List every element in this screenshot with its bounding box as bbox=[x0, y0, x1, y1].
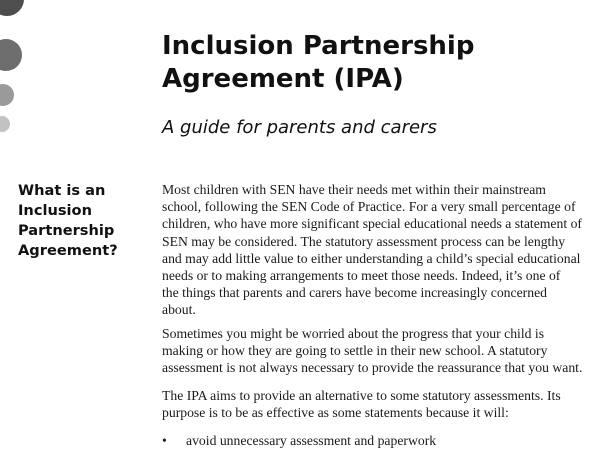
paragraph-line: and may add little value to either understanding a child’s special educational bbox=[162, 250, 581, 266]
section-heading-line: What is an bbox=[18, 182, 106, 199]
page-subtitle: A guide for parents and carers bbox=[162, 117, 437, 138]
paragraph-line: Most children with SEN have their needs met within their mainstream bbox=[162, 182, 546, 197]
decorative-dot-smallest bbox=[0, 116, 10, 132]
paragraph-line: SEN may be considered. The statutory assessment process can be lengthy bbox=[162, 233, 566, 249]
page-title-line: Inclusion Partnership bbox=[162, 31, 475, 61]
paragraph-line: the things that parents and carers have become increasingly concerned bbox=[162, 285, 547, 301]
paragraph-line: purpose is to be as effective as some statements because it will: bbox=[162, 405, 509, 421]
paragraph bbox=[162, 387, 561, 421]
section-heading bbox=[18, 181, 148, 261]
page-title-line: Agreement (IPA) bbox=[162, 64, 404, 94]
bullet-list bbox=[162, 432, 436, 449]
decorative-dot-medium bbox=[0, 39, 22, 71]
section-heading-line: Agreement? bbox=[18, 242, 118, 259]
list-item bbox=[162, 432, 436, 449]
paragraph-line: Sometimes you might be worried about the progress that your child is bbox=[162, 326, 545, 341]
decorative-dot-small bbox=[0, 84, 14, 106]
decorative-dot-large bbox=[0, 0, 24, 16]
section-heading-line: Inclusion bbox=[18, 202, 92, 219]
paragraph-line: assessment is not always necessary to provide the reassurance that you want. bbox=[162, 360, 583, 376]
bullet-marker: • bbox=[162, 433, 167, 448]
paragraph-line: school, following the SEN Code of Practice. For a very small percentage of bbox=[162, 199, 576, 215]
page-title bbox=[162, 30, 582, 96]
paragraph-line: making or how they are going to settle in their new school. A statutory bbox=[162, 343, 548, 359]
paragraph-line: needs or to making arrangements to meet those needs. Indeed, it’s one of bbox=[162, 268, 561, 284]
section-heading-line: Partnership bbox=[18, 222, 115, 239]
paragraph-line: about. bbox=[162, 302, 196, 318]
paragraph-line: children, who have more significant special educational needs a statement of bbox=[162, 216, 582, 232]
list-item-text: avoid unnecessary assessment and paperwork bbox=[186, 433, 437, 448]
paragraph bbox=[162, 181, 582, 319]
paragraph-line: The IPA aims to provide an alternative to some statutory assessments. Its bbox=[162, 388, 561, 403]
paragraph bbox=[162, 325, 582, 377]
